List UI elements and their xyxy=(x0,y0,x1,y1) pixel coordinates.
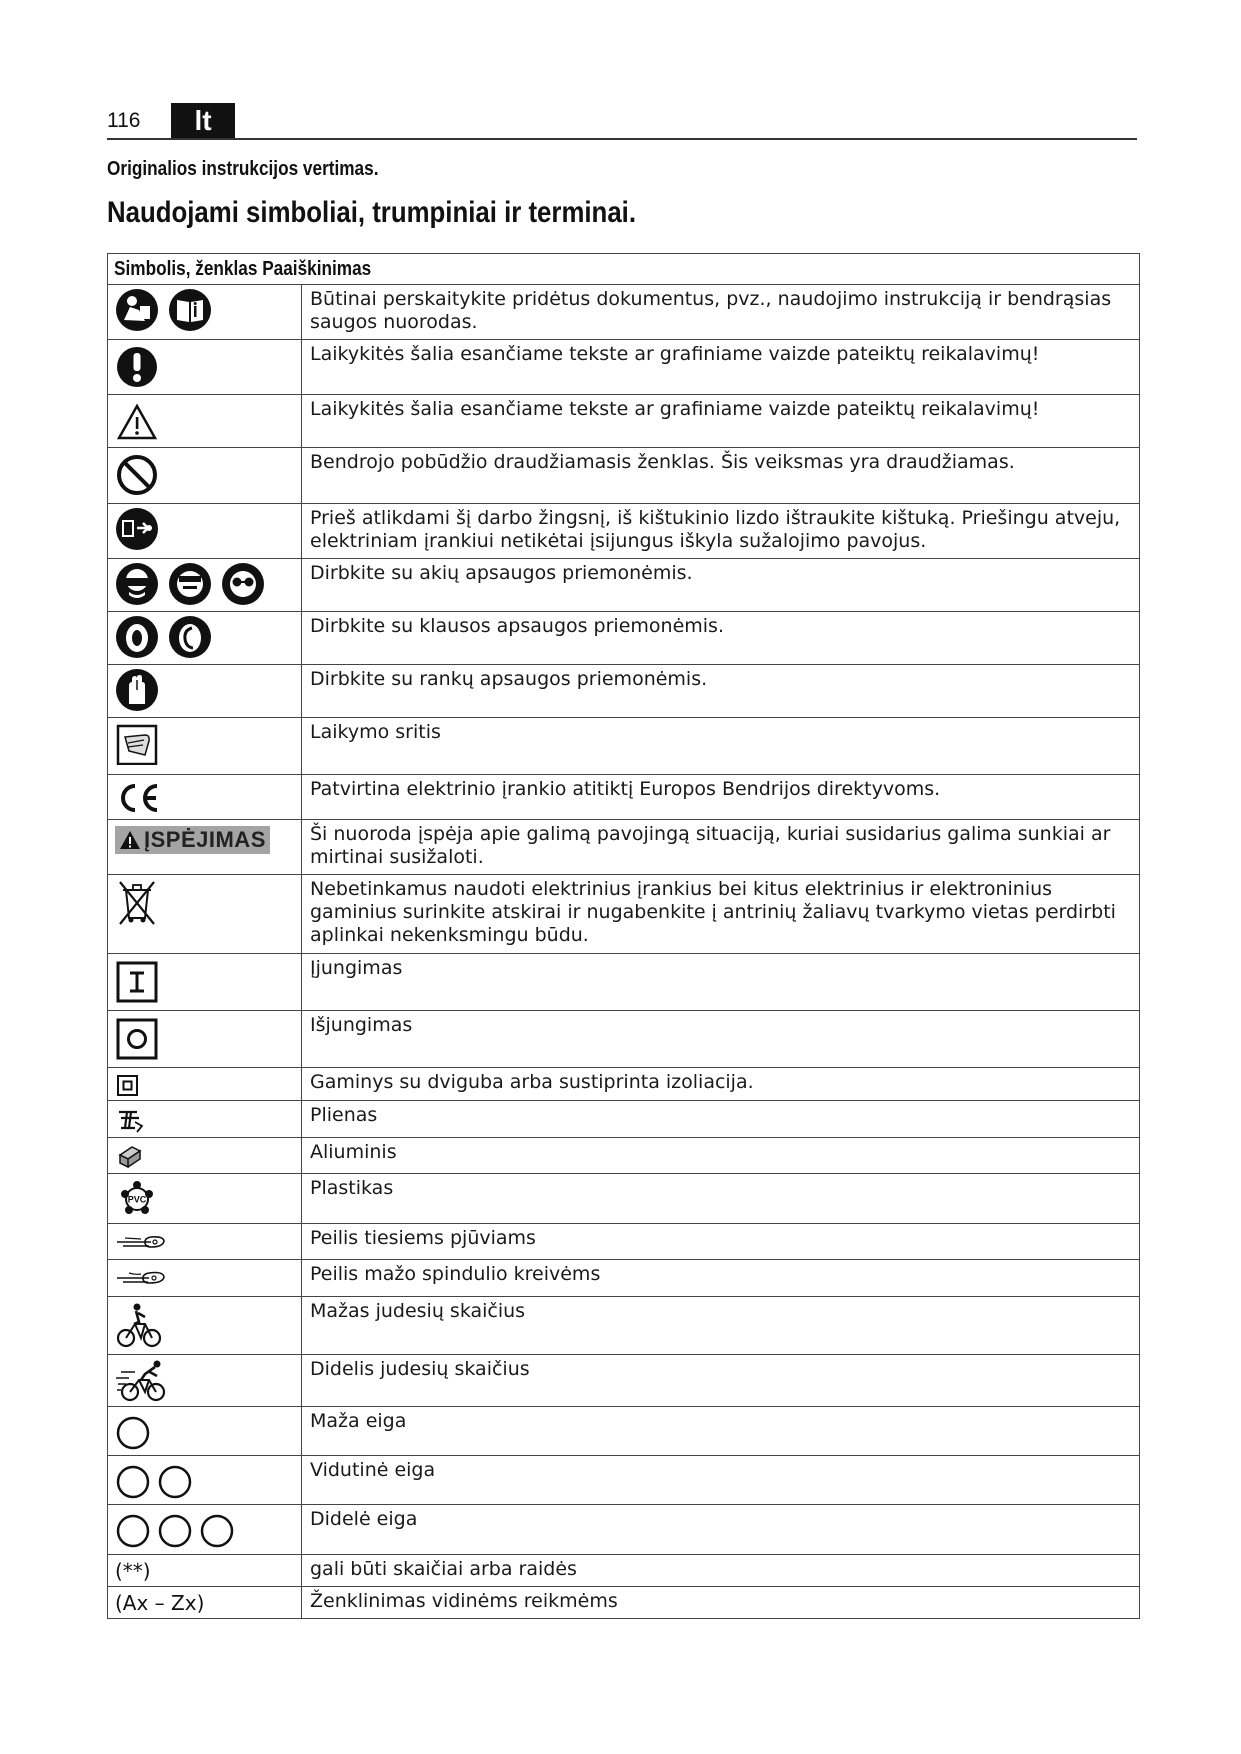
table-row xyxy=(108,820,1140,875)
description-cell: Nebetinkamus naudoti elektrinius įrankius bei kitus elektrinius ir elektroninius gaminius surinkite atskirai ir nugabenkite į antrinių žaliavų tvarkymo vietas perdirbti aplinkai nekenksmingu būdu. xyxy=(302,875,1140,954)
description-cell: Didelė eiga xyxy=(302,1505,1140,1555)
description-cell: Maža eiga xyxy=(302,1407,1140,1456)
description-cell: gali būti skaičiai arba raidės xyxy=(302,1555,1140,1587)
page-title: Naudojami simboliai, trumpiniai ir terminai. xyxy=(107,196,637,229)
straight-cut-blade-icon xyxy=(115,1227,167,1253)
curve-cut-blade-icon xyxy=(115,1263,167,1289)
description-cell: Ženklinimas vidinėms reikmėms xyxy=(302,1587,1140,1619)
page-number: 116 xyxy=(107,109,141,132)
description-cell: Išjungimas xyxy=(302,1011,1140,1068)
symbol-cell xyxy=(108,1555,302,1587)
ear-muffs-icon xyxy=(115,615,159,659)
warning-triangle-icon xyxy=(119,830,141,850)
description-cell: Laikymo sritis xyxy=(302,718,1140,775)
table-row xyxy=(108,1260,1140,1297)
weee-bin-icon xyxy=(115,878,159,928)
symbol-cell xyxy=(108,504,302,559)
description-cell: Plastikas xyxy=(302,1174,1140,1224)
goggles-icon xyxy=(115,562,159,606)
table-row xyxy=(108,504,1140,559)
orbit-circle-icon xyxy=(115,1508,153,1550)
column-header-explanation: Paaiškinimas xyxy=(262,258,372,280)
description-cell: Plienas xyxy=(302,1101,1140,1138)
grip-area-icon xyxy=(115,721,159,765)
symbol-cell xyxy=(108,395,302,448)
symbol-cell xyxy=(108,1260,302,1297)
table-row xyxy=(108,1587,1140,1619)
warning-label xyxy=(115,826,270,854)
description-cell: Laikykitės šalia esančiame tekste ar grafiniame vaizde pateiktų reikalavimų! xyxy=(302,395,1140,448)
prohibition-icon xyxy=(115,451,159,495)
header-rule xyxy=(107,138,1137,140)
description-cell: Dirbkite su klausos apsaugos priemonėmis. xyxy=(302,612,1140,665)
symbol-cell xyxy=(108,285,302,340)
description-cell: Būtinai perskaitykite pridėtus dokumentus, pvz., naudojimo instrukciją ir bendrąsias saugos nuorodas. xyxy=(302,285,1140,340)
symbol-cell xyxy=(108,1297,302,1355)
face-shield-icon xyxy=(168,562,212,606)
gloves-icon xyxy=(115,668,159,712)
document-subtitle: Originalios instrukcijos vertimas. xyxy=(107,158,379,180)
table-header-row xyxy=(108,254,1140,285)
table-row xyxy=(108,448,1140,504)
read-manual-icon xyxy=(115,288,159,332)
svg-text:PVC: PVC xyxy=(127,1194,147,1205)
symbol-cell xyxy=(108,1224,302,1260)
unplug-icon xyxy=(115,507,159,551)
manual-book-icon xyxy=(168,288,212,332)
table-row xyxy=(108,1224,1140,1260)
description-cell: Dirbkite su rankų apsaugos priemonėmis. xyxy=(302,665,1140,718)
orbit-circle-icon xyxy=(199,1508,237,1550)
table-row xyxy=(108,954,1140,1011)
table-row xyxy=(108,1505,1140,1555)
aluminium-icon xyxy=(115,1141,145,1171)
table-row xyxy=(108,612,1140,665)
table-row xyxy=(108,559,1140,612)
table-row xyxy=(108,1011,1140,1068)
symbol-cell xyxy=(108,775,302,820)
pvc-plastic-icon xyxy=(115,1177,159,1221)
table-row xyxy=(108,665,1140,718)
description-cell: Patvirtina elektrinio įrankio atitiktį Europos Bendrijos direktyvoms. xyxy=(302,775,1140,820)
symbol-cell xyxy=(108,1587,302,1619)
description-cell: Ši nuoroda įspėja apie galimą pavojingą situaciją, kuriai susidarius galima sunkiai ar mirtinai susižaloti. xyxy=(302,820,1140,875)
symbol-cell xyxy=(108,1355,302,1407)
symbol-cell xyxy=(108,1456,302,1505)
table-row xyxy=(108,1355,1140,1407)
symbols-table xyxy=(107,253,1140,1619)
description-cell: Prieš atlikdami šį darbo žingsnį, iš kištukinio lizdo ištraukite kištuką. Priešingu atveju, elektriniam įrankiui netikėtai įsijungus iškyla sužalojimo pavojus. xyxy=(302,504,1140,559)
table-row xyxy=(108,1138,1140,1174)
table-row xyxy=(108,718,1140,775)
safety-glasses-icon xyxy=(221,562,265,606)
orbit-circle-icon xyxy=(115,1410,153,1452)
symbol-cell xyxy=(108,875,302,954)
symbol-cell xyxy=(108,1505,302,1555)
warning-label-text: ĮSPĖJIMAS xyxy=(144,827,266,852)
switch-on-icon xyxy=(115,957,159,1005)
table-row xyxy=(108,1068,1140,1101)
slow-bicycle-icon xyxy=(115,1300,165,1350)
symbol-cell xyxy=(108,1011,302,1068)
orbit-circle-icon xyxy=(157,1508,195,1550)
table-row xyxy=(108,875,1140,954)
symbol-cell xyxy=(108,448,302,504)
table-row xyxy=(108,395,1140,448)
fast-bicycle-icon xyxy=(115,1358,171,1404)
column-header-symbol: Simbolis, ženklas xyxy=(114,258,258,280)
table-row xyxy=(108,1174,1140,1224)
description-cell: Didelis judesių skaičius xyxy=(302,1355,1140,1407)
symbol-cell xyxy=(108,1068,302,1101)
symbol-cell xyxy=(108,1138,302,1174)
mandatory-icon xyxy=(115,343,159,387)
symbol-cell xyxy=(108,665,302,718)
orbit-circle-icon xyxy=(157,1459,195,1501)
ear-protection-icon xyxy=(168,615,212,659)
symbol-cell xyxy=(108,559,302,612)
description-cell: Gaminys su dviguba arba sustiprinta izoliacija. xyxy=(302,1068,1140,1101)
table-row xyxy=(108,340,1140,395)
table-row xyxy=(108,1407,1140,1456)
symbol-cell xyxy=(108,1101,302,1138)
language-badge: lt xyxy=(171,103,235,139)
table-row xyxy=(108,285,1140,340)
table-row xyxy=(108,1456,1140,1505)
description-cell: Mažas judesių skaičius xyxy=(302,1297,1140,1355)
symbol-cell xyxy=(108,718,302,775)
table-row xyxy=(108,1297,1140,1355)
ce-mark-icon xyxy=(115,778,165,816)
double-insulation-icon xyxy=(115,1071,141,1097)
description-cell: Peilis tiesiems pjūviams xyxy=(302,1224,1140,1260)
description-cell: Bendrojo pobūdžio draudžiamasis ženklas. Šis veiksmas yra draudžiamas. xyxy=(302,448,1140,504)
description-cell: Įjungimas xyxy=(302,954,1140,1011)
table-row xyxy=(108,1101,1140,1138)
symbol-cell xyxy=(108,1174,302,1224)
table-row xyxy=(108,775,1140,820)
symbol-cell xyxy=(108,954,302,1011)
description-cell: Vidutinė eiga xyxy=(302,1456,1140,1505)
steel-icon xyxy=(115,1104,145,1134)
orbit-circle-icon xyxy=(115,1459,153,1501)
description-cell: Aliuminis xyxy=(302,1138,1140,1174)
warning-triangle-icon xyxy=(115,398,159,442)
symbol-text: (Ax – Zx) xyxy=(115,1591,205,1615)
description-cell: Laikykitės šalia esančiame tekste ar grafiniame vaizde pateiktų reikalavimų! xyxy=(302,340,1140,395)
description-cell: Dirbkite su akių apsaugos priemonėmis. xyxy=(302,559,1140,612)
symbol-cell xyxy=(108,820,302,875)
symbol-text: (**) xyxy=(115,1559,151,1583)
description-cell: Peilis mažo spindulio kreivėms xyxy=(302,1260,1140,1297)
symbol-cell xyxy=(108,612,302,665)
symbol-cell xyxy=(108,340,302,395)
symbol-cell xyxy=(108,1407,302,1456)
page-header xyxy=(107,103,1137,139)
table-row xyxy=(108,1555,1140,1587)
switch-off-icon xyxy=(115,1014,159,1062)
